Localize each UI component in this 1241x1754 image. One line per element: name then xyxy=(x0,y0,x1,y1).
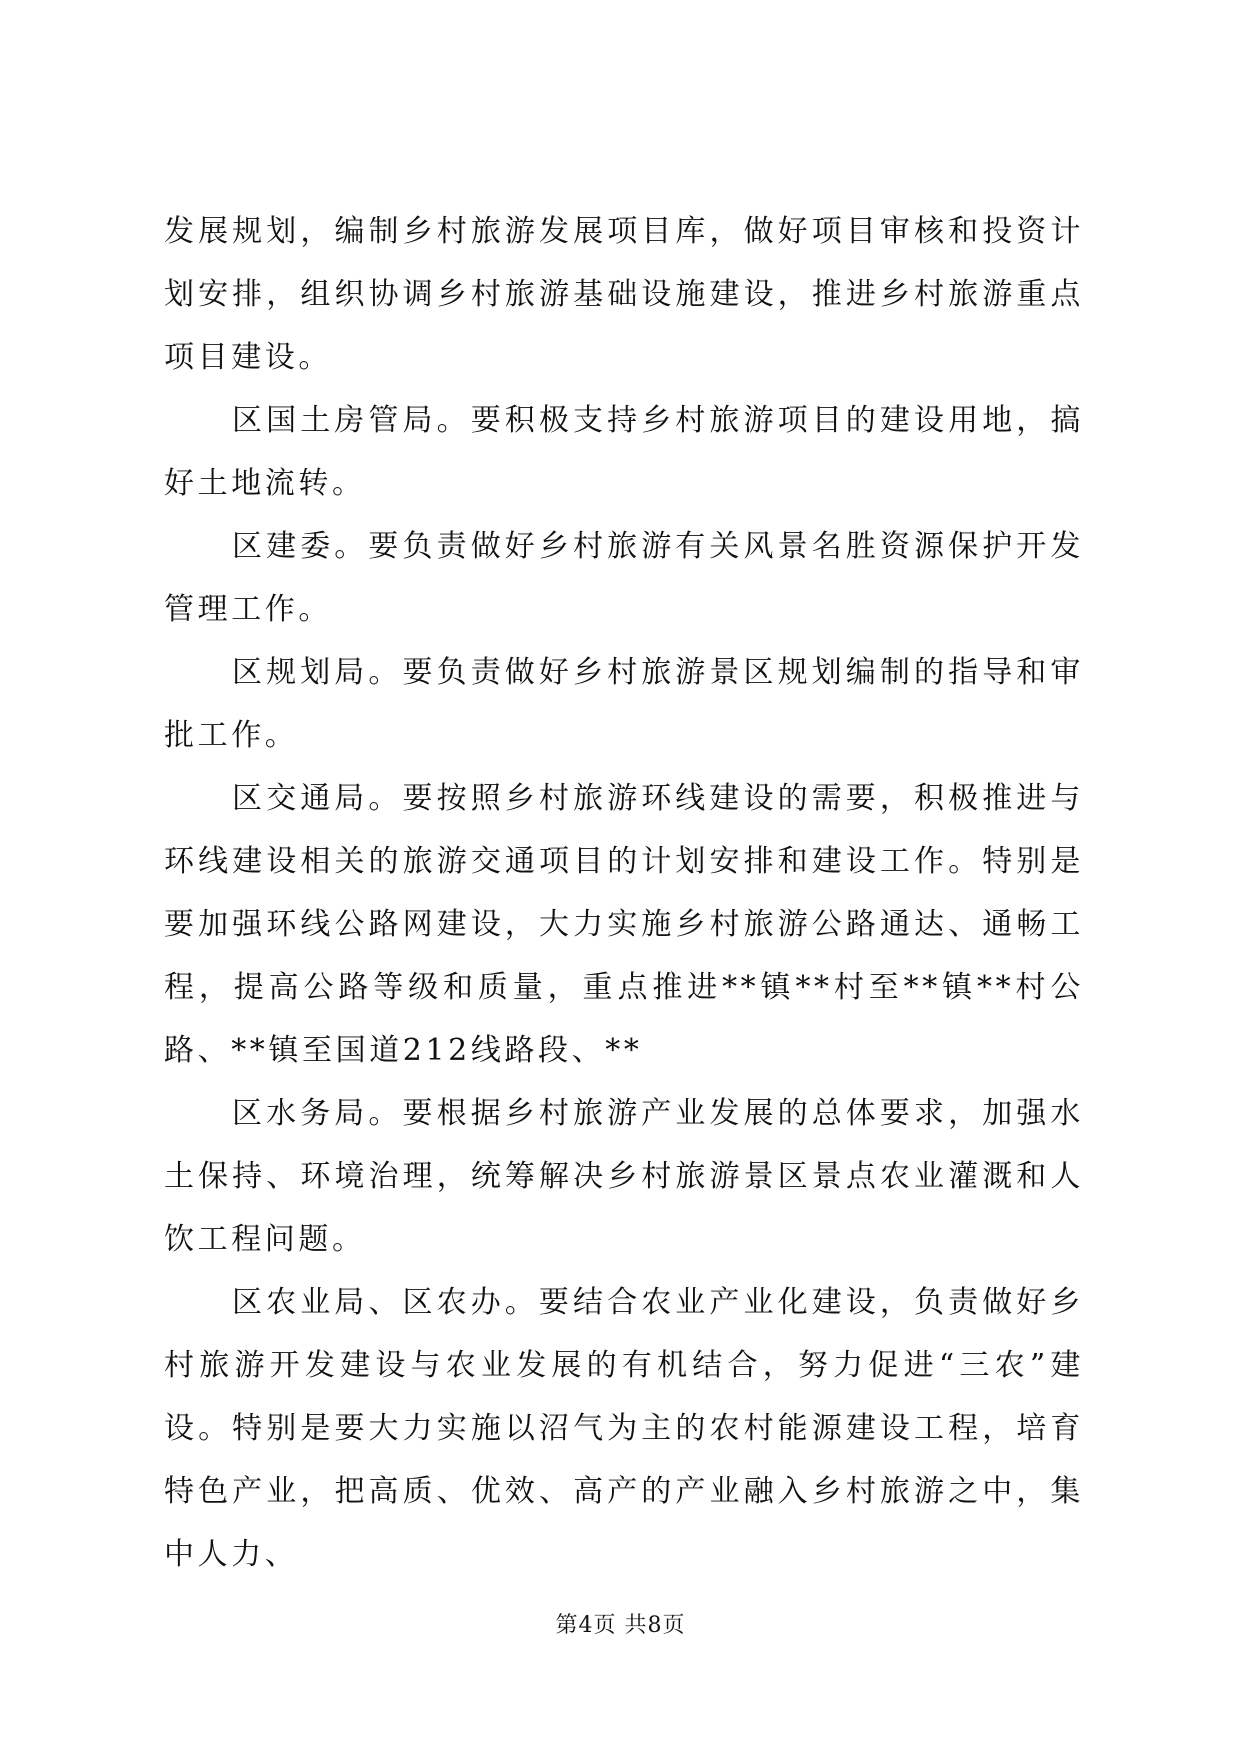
paragraph-agriculture-bureau: 区农业局、区农办。要结合农业产业化建设，负责做好乡村旅游开发建设与农业发展的有机结合，努力促进“三农”建设。特别是要大力实施以沼气为主的农村能源建设工程，培育特色产业，把高质、优效、高产的产业融入乡村旅游之中，集中人力、 xyxy=(164,1285,1084,1572)
paragraph-land-bureau: 区国土房管局。要积极支持乡村旅游项目的建设用地，搞好土地流转。 xyxy=(164,403,1084,501)
paragraph-planning-bureau: 区规划局。要负责做好乡村旅游景区规划编制的指导和审批工作。 xyxy=(164,655,1084,753)
paragraph-continuation: 发展规划，编制乡村旅游发展项目库，做好项目审核和投资计划安排，组织协调乡村旅游基础设施建设，推进乡村旅游重点项目建设。 xyxy=(164,214,1084,375)
paragraph-transport-bureau: 区交通局。要按照乡村旅游环线建设的需要，积极推进与环线建设相关的旅游交通项目的计划安排和建设工作。特别是要加强环线公路网建设，大力实施乡村旅游公路通达、通畅工程，提高公路等级和质量，重点推进**镇**村至**镇**村公路、**镇至国道212线路段、** xyxy=(164,781,1084,1068)
document-body xyxy=(164,200,1084,1586)
page-number-footer: 第4页 共8页 xyxy=(555,1613,686,1638)
paragraph-water-bureau: 区水务局。要根据乡村旅游产业发展的总体要求，加强水土保持、环境治理，统筹解决乡村旅游景区景点农业灌溉和人饮工程问题。 xyxy=(164,1096,1084,1257)
paragraph-construction-committee: 区建委。要负责做好乡村旅游有关风景名胜资源保护开发管理工作。 xyxy=(164,529,1084,627)
